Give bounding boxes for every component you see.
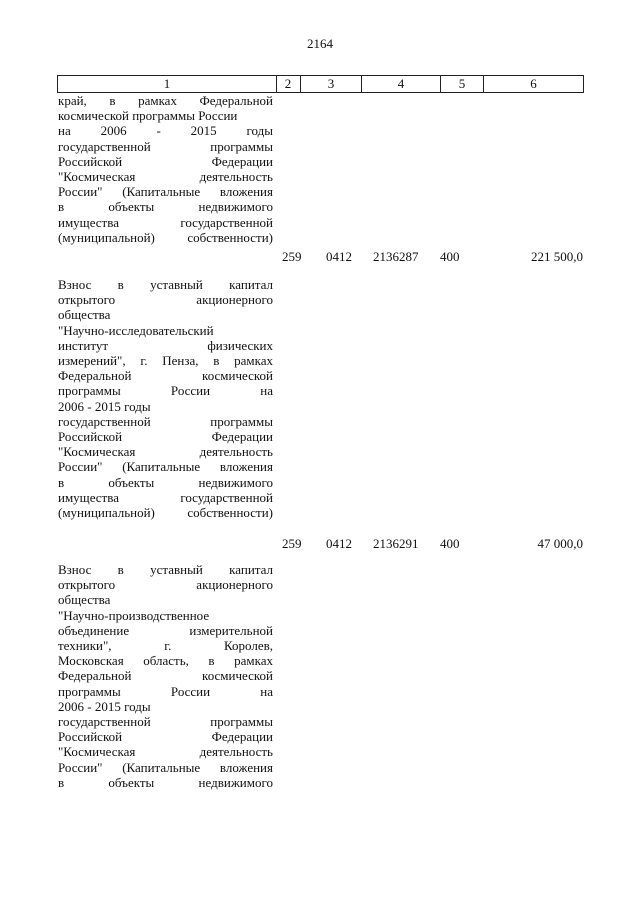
row-2-description xyxy=(58,277,273,520)
row-3-line: техники", г. Королев, xyxy=(58,638,273,654)
row-3-line: России" (Капитальные вложения xyxy=(58,759,273,775)
row-1-col-3: 0412 xyxy=(326,249,352,264)
row-2-line: в объекты недвижимого xyxy=(58,474,273,490)
header-col-4: 4 xyxy=(362,75,441,93)
row-2-line: "Космическая деятельность xyxy=(58,444,273,460)
row-3-line: в объекты недвижимого xyxy=(58,774,273,790)
row-2-line: институт физических xyxy=(58,337,273,353)
row-3-line: Федеральной космической xyxy=(58,668,273,684)
header-col-5: 5 xyxy=(441,75,484,93)
row-1-line: край, в рамках Федеральной xyxy=(58,93,273,108)
row-2-col-5: 400 xyxy=(440,536,460,551)
row-3-line: "Научно-производственное xyxy=(58,607,210,623)
row-1-line: Российской Федерации xyxy=(58,153,273,169)
row-1-line: государственной программы xyxy=(58,138,273,154)
row-3-line: 2006 - 2015 годы xyxy=(58,698,151,714)
row-2-col-4: 2136291 xyxy=(373,536,419,551)
row-2-col-2: 259 xyxy=(282,536,302,551)
table-header xyxy=(57,75,585,92)
row-2-line: Российской Федерации xyxy=(58,429,273,445)
row-1-line: имущества государственной xyxy=(58,214,273,230)
row-3-description xyxy=(58,562,273,790)
row-1-line: космической программы России xyxy=(58,108,238,124)
row-3-line: Российской Федерации xyxy=(58,729,273,745)
row-2-col-3: 0412 xyxy=(326,536,352,551)
row-1-line: на 2006 - 2015 годы xyxy=(58,123,273,139)
row-2-line: имущества государственной xyxy=(58,489,273,505)
row-1-col-6: 221 500,0 xyxy=(531,249,583,264)
row-2-line: программы России на xyxy=(58,383,273,399)
row-2-line: Федеральной космической xyxy=(58,368,273,384)
row-1-line: (муниципальной) собственности) xyxy=(58,229,273,245)
row-1-col-4: 2136287 xyxy=(373,249,419,264)
header-col-2: 2 xyxy=(276,75,301,93)
row-3-line: объединение измерительной xyxy=(58,622,273,638)
row-2-line: открытого акционерного xyxy=(58,292,273,308)
row-2-line: "Научно-исследовательский xyxy=(58,322,214,338)
row-2-line: 2006 - 2015 годы xyxy=(58,398,151,414)
row-3-line: программы России на xyxy=(58,683,273,699)
row-1-col-5: 400 xyxy=(440,249,460,264)
row-2-col-6: 47 000,0 xyxy=(537,536,583,551)
row-1-line: в объекты недвижимого xyxy=(58,199,273,215)
row-1-line: России" (Капитальные вложения xyxy=(58,184,273,200)
row-1-line: "Космическая деятельность xyxy=(58,169,273,185)
row-2-line: общества xyxy=(58,307,111,323)
row-2-line: измерений", г. Пенза, в рамках xyxy=(58,353,273,369)
row-1-col-2: 259 xyxy=(282,249,302,264)
header-col-3: 3 xyxy=(301,75,362,93)
row-3-line: Взнос в уставный капитал xyxy=(58,562,273,577)
row-2-line: (муниципальной) собственности) xyxy=(58,505,273,521)
row-2-line: Взнос в уставный капитал xyxy=(58,277,273,292)
row-3-line: Московская область, в рамках xyxy=(58,653,273,669)
header-col-6: 6 xyxy=(484,75,584,93)
row-3-line: "Космическая деятельность xyxy=(58,744,273,760)
row-3-line: общества xyxy=(58,592,111,608)
row-3-line: открытого акционерного xyxy=(58,577,273,593)
row-1-description xyxy=(58,93,273,245)
page-number: 2164 xyxy=(307,36,333,51)
row-2-line: России" (Капитальные вложения xyxy=(58,459,273,475)
row-3-line: государственной программы xyxy=(58,714,273,730)
row-2-line: государственной программы xyxy=(58,413,273,429)
header-col-1: 1 xyxy=(57,75,277,93)
